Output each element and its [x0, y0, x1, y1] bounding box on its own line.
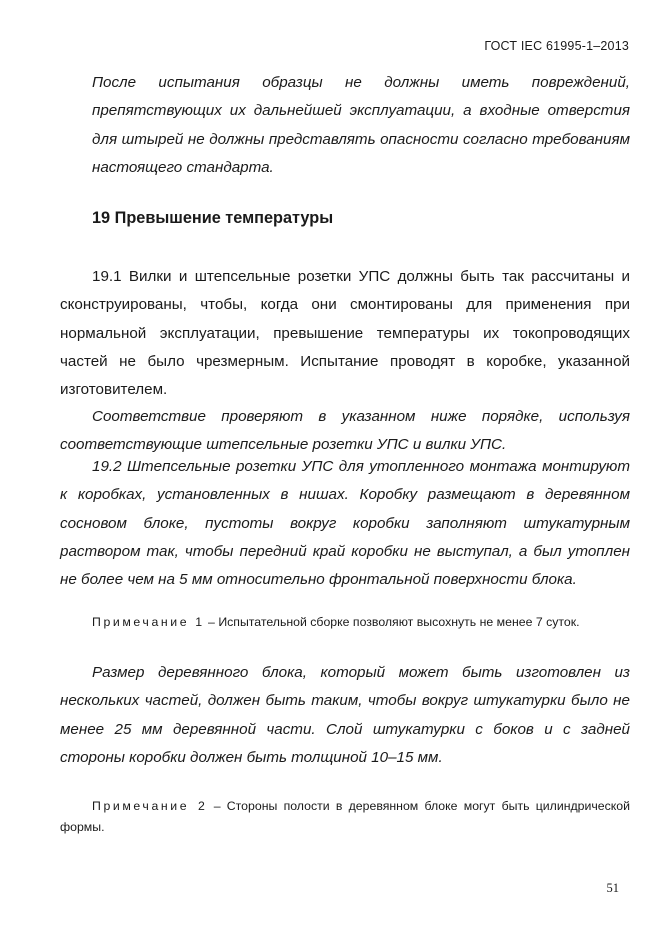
- note-2-text: – Стороны полости в деревянном блоке могут быть цилиндрической формы.: [60, 799, 630, 834]
- paragraph-compliance: Соответствие проверяют в указанном ниже порядке, используя соответствующие штепсельные розетки УПС и вилки УПС.: [60, 408, 630, 454]
- paragraph-after-test: После испытания образцы не должны иметь повреждений, препятствующих их дальнейшей эксплуатации, а входные отверстия для штырей не должны представлять опасности согласно требованиям настоящего стандарта.: [92, 74, 630, 176]
- note-1: [92, 612, 630, 633]
- page-number: 51: [606, 881, 619, 895]
- section-heading: 19 Превышение температуры: [92, 209, 334, 227]
- paragraph-block-size: Размер деревянного блока, который может быть изготовлен из нескольких частей, должен быть таким, чтобы вокруг штукатурки было не менее 25 мм деревянной части. Слой штукатурки с боков и с задней стороны коробки должен быть толщиной 10–15 мм.: [60, 664, 630, 766]
- paragraph-19-2: 19.2 Штепсельные розетки УПС для утопленного монтажа монтируют к коробках, установленных в нишах. Коробку размещают в деревянном сосновом блоке, пустоты вокруг коробки заполняют штукатурным раствором так, чтобы передний край коробки не выступал, а был утоплен не более чем на 5 мм относительно фронтальной поверхности блока.: [60, 458, 630, 589]
- note-2: [60, 796, 630, 838]
- note-2-label: Примечание 2: [92, 799, 208, 813]
- note-1-label: Примечание 1: [92, 615, 205, 629]
- paragraph-19-1: 19.1 Вилки и штепсельные розетки УПС должны быть так рассчитаны и сконструированы, чтобы, когда они смонтированы для применения при нормальной эксплуатации, превышение температуры их токопроводящих частей не было чрезмерным. Испытание проводят в коробке, указанной изготовителем.: [60, 268, 630, 399]
- document-code-header: ГОСТ IEC 61995-1–2013: [484, 39, 629, 53]
- note-1-text: – Испытательной сборке позволяют высохнуть не менее 7 суток.: [204, 615, 580, 629]
